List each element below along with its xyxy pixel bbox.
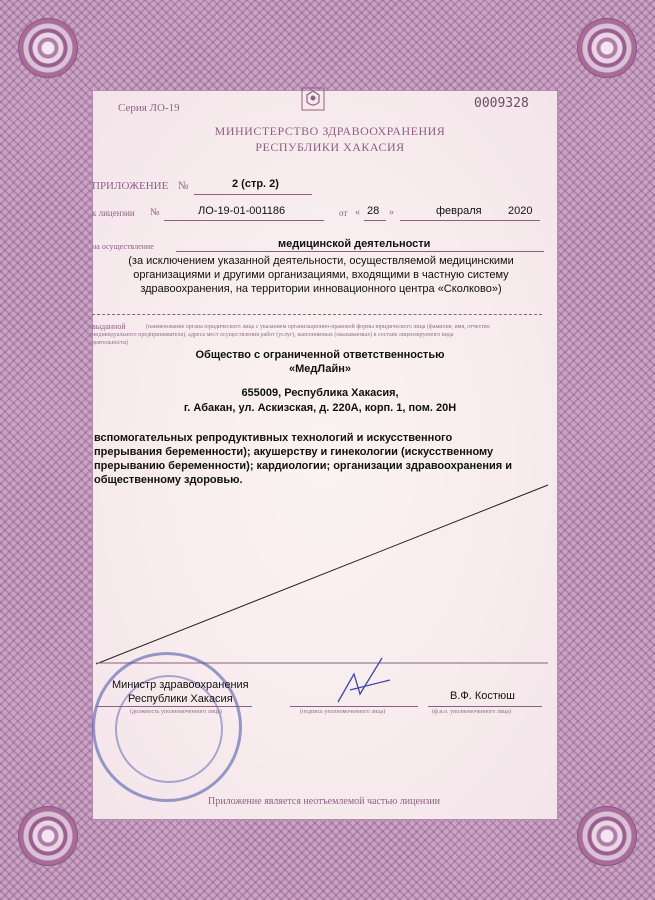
position-line — [96, 706, 252, 707]
issued-note-line1: (наименование органа юридического лица с указанием организационно-правовой формы юридического лица (фамилия, имя, отчество — [146, 324, 490, 330]
license-year: 2020 — [508, 205, 533, 217]
organization-address-line2: г. Абакан, ул. Аскизская, д. 220А, корп. 1, пом. 20Н — [183, 402, 457, 414]
appendix-label: ПРИЛОЖЕНИЕ — [92, 180, 169, 192]
license-no-sign: № — [150, 207, 160, 218]
serial-number: 0009328 — [474, 96, 529, 111]
license-day: 28 — [367, 205, 380, 217]
organization-address-line1: 655009, Республика Хакасия, — [241, 387, 399, 399]
activity-description-line2: организациями и другими организациями, входящими в частную систему — [133, 269, 509, 281]
appendix-no-sign: № — [178, 180, 189, 192]
license-from-label: от — [339, 208, 348, 218]
activity-description-line3: здравоохранения, на территории инновационного центра «Сколково») — [140, 283, 502, 295]
issued-label: выданной — [92, 322, 126, 331]
organization-name-line2: «МедЛайн» — [288, 363, 351, 375]
issued-note-line2: индивидуального предпринимателя), адреса мест осуществления работ (услуг), выполняемых (оказываемых) в составе лицензируемого вида — [92, 332, 454, 338]
license-number: ЛО-19-01-001186 — [198, 205, 286, 217]
services-line1: вспомогательных репродуктивных технологий и искусственного — [94, 432, 453, 444]
services-line3: прерыванию беременности); кардиологии; организации здравоохранения и — [94, 460, 512, 472]
signature-note: (подпись уполномоченного лица) — [300, 709, 386, 715]
ministry-title-line2: РЕСПУБЛИКИ ХАКАСИЯ — [255, 140, 405, 154]
services-line2: прерывания беременности); акушерству и гинекологии (искусственному — [94, 446, 494, 458]
license-month: февраля — [436, 205, 482, 217]
handwritten-signature — [320, 650, 410, 710]
activity-title: медицинской деятельности — [278, 238, 431, 250]
organization-name-line1: Общество с ограниченной ответственностью — [195, 349, 445, 361]
license-quote-close: » — [389, 207, 394, 218]
series-label: Серия ЛО-19 — [118, 102, 180, 114]
position-note: (должность уполномоченного лица) — [130, 709, 222, 715]
license-label: к лицензии — [92, 208, 135, 218]
name-line — [428, 706, 542, 707]
signature-line — [290, 706, 418, 707]
signatory-position-line1: Министр здравоохранения — [112, 679, 249, 691]
activity-description-line1: (за исключением указанной деятельности, осуществляемой медицинскими — [128, 255, 514, 267]
ministry-title-line1: МИНИСТЕРСТВО ЗДРАВООХРАНЕНИЯ — [214, 124, 446, 138]
services-line4: общественному здоровью. — [94, 474, 243, 486]
signatory-name: В.Ф. Костюш — [450, 690, 516, 702]
activity-label: на осуществление — [92, 242, 154, 251]
official-seal — [92, 652, 242, 802]
name-note: (ф.и.о. уполномоченного лица) — [432, 709, 511, 715]
appendix-number: 2 (стр. 2) — [232, 178, 279, 190]
license-quote-open: « — [355, 207, 360, 218]
signatory-position-line2: Республики Хакасия — [128, 693, 233, 705]
issued-note-line3: деятельности) — [92, 340, 129, 346]
footer-note: Приложение является неотъемлемой частью лицензии — [208, 796, 440, 807]
